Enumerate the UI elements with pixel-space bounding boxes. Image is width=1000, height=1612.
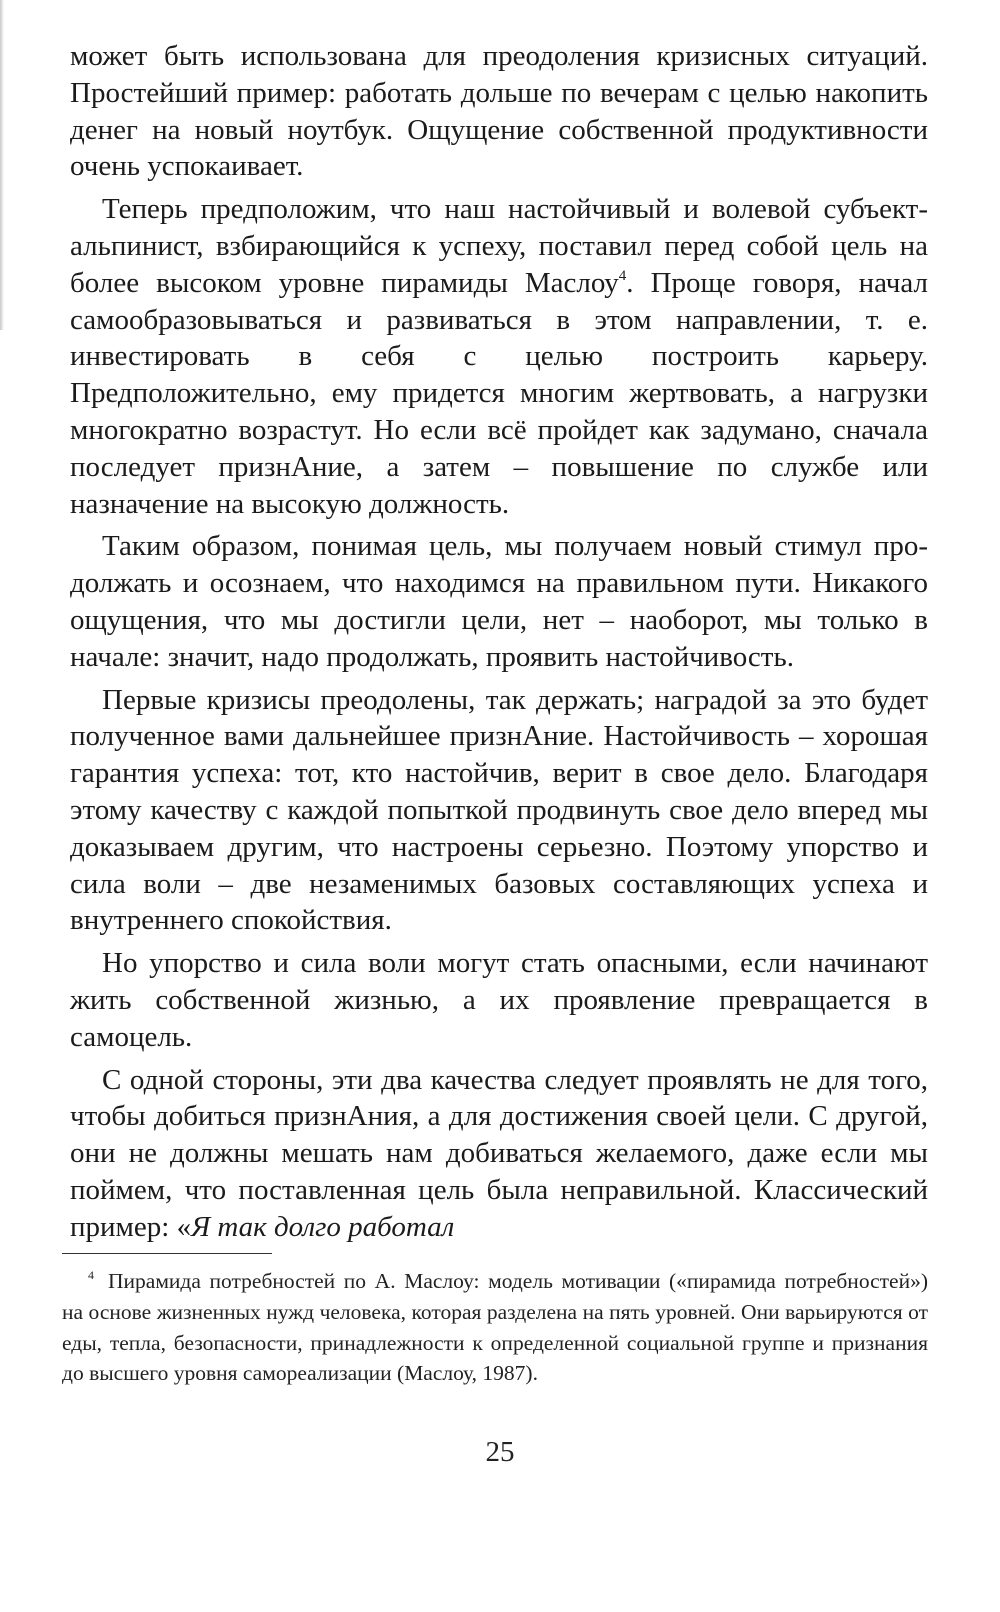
footnote-text: Пирамида потребностей по А. Маслоу: модель мотивации («пирамида потребностей») на основе жизненных нужд человека, которая разделена на пять уровней. Они варьируются от еды, тепла, безопасности, принадлежности к определенной социальной группе и признания до высшего уровня самореализации (Маслоу, 1987). bbox=[62, 1269, 928, 1386]
paragraph-2-text-a: Теперь предположим, что наш настойчивый и волевой субъект-альпинист, взбирающийся к успеху, поставил перед собой цель на более высоком уровне пирамиды Маслоу bbox=[70, 193, 928, 299]
paragraph-5 bbox=[70, 945, 928, 1055]
paragraph-5-text: Но упорство и сила воли могут стать опасными, если начинают жить собственной жизнью, а их проявление превращается в самоцель. bbox=[70, 947, 928, 1053]
page-number: 25 bbox=[485, 1436, 515, 1468]
paragraph-6-text: С одной стороны, эти два качества следует проявлять не для того, чтобы добиться признАния, а для достижения своей цели. С другой, они не должны мешать нам добиваться желаемого, даже если мы поймем, что поставленная цель была неправильной. Классический пример: « bbox=[70, 1063, 928, 1243]
footnote-marker: 4 bbox=[88, 1268, 94, 1282]
footnote-4 bbox=[62, 1266, 928, 1389]
footnote-reference-4[interactable]: 4 bbox=[618, 267, 627, 284]
paragraph-1-text: может быть использована для преодоления кризисных ситуаций. Простейший пример: работать дольше по вечерам с целью накопить денег на новый ноутбук. Ощущение собственной продуктивности очень успокаивает. bbox=[70, 40, 928, 183]
paragraph-6-italic-quote: Я так долго работал bbox=[191, 1210, 455, 1243]
paragraph-6 bbox=[70, 1062, 928, 1246]
paragraph-3-text: Таким образом, понимая цель, мы получаем новый стимул продолжать и осознаем, что находимся на правильном пути. Никакого ощущения, что мы достигли цели, нет – наоборот, мы только в начале: значит, надо продолжать, проявить настойчивость. bbox=[70, 530, 928, 673]
page-edge-shadow bbox=[0, 0, 4, 330]
paragraph-1 bbox=[70, 38, 928, 185]
footnote-separator bbox=[62, 1253, 272, 1254]
paragraph-4 bbox=[70, 682, 928, 940]
main-text bbox=[70, 38, 928, 1246]
paragraph-3 bbox=[70, 528, 928, 675]
paragraph-2 bbox=[70, 191, 928, 522]
paragraph-4-text: Первые кризисы преодолены, так держать; наградой за это будет полученное вами дальнейшее признАние. Настойчивость – хорошая гарантия успеха: тот, кто настойчив, верит в свое дело. Благодаря этому качеству с каждой попыткой продвинуть свое дело вперед мы доказываем другим, что настроены серьезно. Поэтому упорство и сила воли – две незаменимых базовых составляющих успеха и внутреннего спокойствия. bbox=[70, 683, 928, 937]
paragraph-2-text-b: . Проще говоря, начал самообразовываться и развиваться в этом направлении, т. е. инвестировать в себя с целью построить карьеру. Предположительно, ему придется многим жертвовать, а нагрузки многократно возрастут. Но если всё пройдет как задумано, сначала последует признАние, а затем – повышение по службе или назначение на высокую должность. bbox=[70, 266, 928, 520]
